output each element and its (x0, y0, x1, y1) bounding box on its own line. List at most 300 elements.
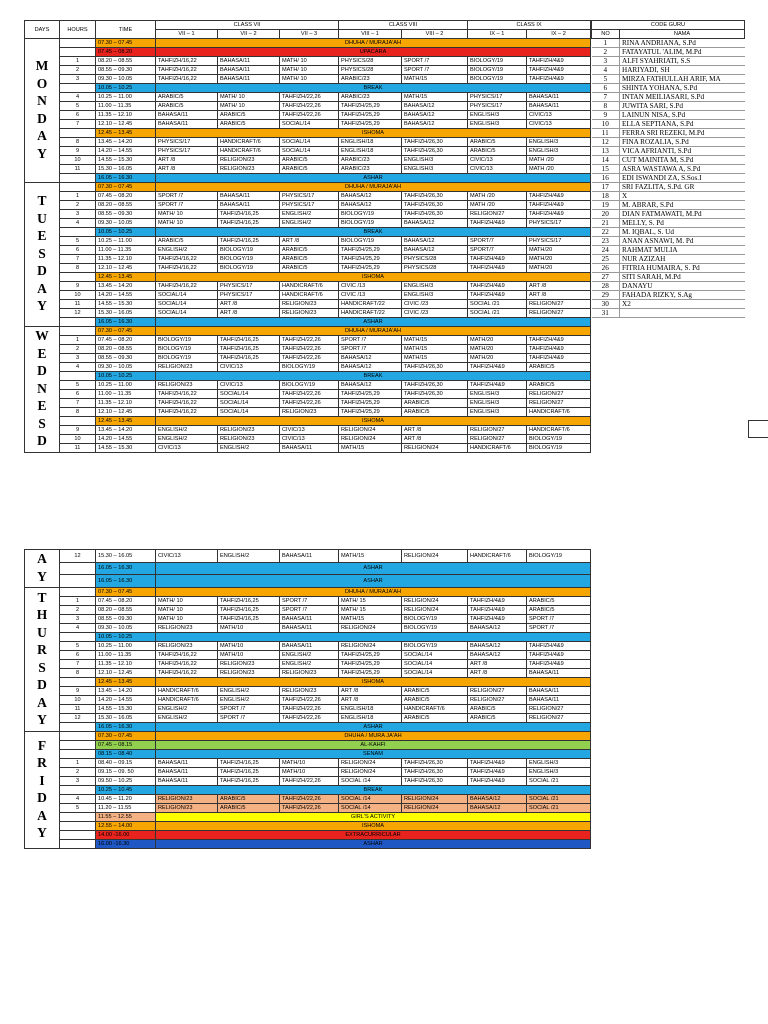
teacher-number: 4 (592, 66, 620, 75)
time-cell: 13.45 – 14.20 (96, 687, 156, 696)
class-row (25, 309, 591, 318)
subject-cell: ENGLISH/2 (156, 246, 218, 255)
hour-cell: 8 (60, 138, 96, 147)
teacher-name: X2 (620, 300, 745, 309)
teacher-number: 10 (592, 120, 620, 129)
code-guru-row (592, 120, 745, 129)
subject-cell: ARABIC/5 (468, 147, 527, 156)
hour-cell (60, 633, 96, 642)
subject-cell: BAHASA/11 (218, 201, 280, 210)
teacher-number: 28 (592, 282, 620, 291)
day-letter: Y (37, 145, 47, 161)
hour-cell: 5 (60, 102, 96, 111)
subject-cell: TAHFIZH/4&9 (468, 282, 527, 291)
subject-cell: TAHFIZH/4&9 (527, 75, 591, 84)
teacher-name: FATAYATUL 'ALIM, M.Pd (620, 48, 745, 57)
hour-cell (60, 129, 96, 138)
time-cell: 10.05 – 10.25 (96, 84, 156, 93)
hour-cell: 5 (60, 804, 96, 813)
teacher-number: 12 (592, 138, 620, 147)
subject-cell: MATH/10 (218, 651, 280, 660)
subject-cell: TAHFIZH/22,26 (280, 705, 339, 714)
subject-cell: RELIGION/24 (339, 426, 402, 435)
hour-cell: 8 (60, 264, 96, 273)
time-cell: 15.30 – 16.05 (96, 165, 156, 174)
subject-cell: TAHFIZH/26,30 (402, 759, 468, 768)
time-cell: 07.45 – 08.20 (96, 192, 156, 201)
class-row (25, 444, 591, 453)
hour-cell: 1 (60, 597, 96, 606)
subject-cell: MATH/ 10 (218, 102, 280, 111)
day-letter: Y (37, 712, 47, 727)
time-cell: 14.20 – 14.55 (96, 435, 156, 444)
subject-cell: RELIGION/27 (468, 210, 527, 219)
time-cell: 14.55 – 15.30 (96, 444, 156, 453)
subject-cell: TAHFIZH/22,26 (280, 390, 339, 399)
hour-cell (60, 372, 96, 381)
subject-cell: SOCIAL/14 (280, 120, 339, 129)
teacher-name: SRI FAZLITA, S.Pd. GR (620, 183, 745, 192)
break-band: ASHAR (156, 840, 591, 849)
subject-cell: CIVIC/13 (280, 435, 339, 444)
code-guru-row (592, 273, 745, 282)
class-row (25, 804, 591, 813)
subject-cell: TAHFIZH/16,25 (218, 210, 280, 219)
teacher-name: FERRA SRI REZEKI, M.Pd (620, 129, 745, 138)
subject-cell: ART /8 (218, 309, 280, 318)
teacher-number: 20 (592, 210, 620, 219)
subject-cell: BIOLOGY/19 (280, 381, 339, 390)
time-cell: 08.15 – 08.40 (96, 750, 156, 759)
subject-cell: PHYSICS/17 (527, 237, 591, 246)
band-row (25, 575, 591, 588)
class-row (25, 264, 591, 273)
subject-cell: ENGLISH/3 (527, 759, 591, 768)
subject-cell: TAHFIZH/22,26 (280, 399, 339, 408)
teacher-name: M. IQBAL, S. Ud (620, 228, 745, 237)
subject-cell: TAHFIZH/16,25 (218, 597, 280, 606)
hour-cell: 6 (60, 651, 96, 660)
teacher-name: M. ABRAR, S.Pd (620, 201, 745, 210)
class-row (25, 246, 591, 255)
time-cell: 07.30 – 07.45 (96, 732, 156, 741)
code-guru-row (592, 111, 745, 120)
subject-cell: MATH/15 (402, 93, 468, 102)
class-row (25, 669, 591, 678)
hour-cell: 7 (60, 255, 96, 264)
subject-cell: ENGLISH/3 (527, 768, 591, 777)
subject-cell: TAHFIZH/22,26 (280, 354, 339, 363)
subject-cell: ART /8 (156, 165, 218, 174)
subject-cell: RELIGION/27 (527, 399, 591, 408)
time-cell: 16.05 – 16.30 (96, 575, 156, 588)
hour-cell: 3 (60, 777, 96, 786)
subject-cell: ENGLISH/18 (339, 705, 402, 714)
subject-cell: TAHFIZH/16,25 (218, 768, 280, 777)
subject-cell: BAHASA/12 (402, 111, 468, 120)
class-row (25, 219, 591, 228)
subject-cell: TAHFIZH/4&9 (468, 291, 527, 300)
time-cell: 12.45 – 13.45 (96, 678, 156, 687)
class-row (25, 102, 591, 111)
subject-cell: ENGLISH/3 (402, 282, 468, 291)
subject-cell: SPORT /7 (156, 192, 218, 201)
subject-cell: ENGLISH/2 (280, 651, 339, 660)
hour-cell: 5 (60, 237, 96, 246)
subject-cell: TAHFIZH/16,22 (156, 75, 218, 84)
class-row (25, 201, 591, 210)
subject-cell: RELIGION/23 (280, 408, 339, 417)
subject-cell: RELIGION/23 (218, 156, 280, 165)
break-band: UPACARA (156, 48, 591, 57)
subject-cell: MATH/20 (468, 336, 527, 345)
hour-cell: 10 (60, 291, 96, 300)
time-cell: 09.30 – 10.05 (96, 624, 156, 633)
subject-cell: TAHFIZH/26,30 (402, 768, 468, 777)
teacher-name: FINA ROZALIA, S.Pd (620, 138, 745, 147)
hour-cell: 9 (60, 147, 96, 156)
time-cell: 14.55 – 15.30 (96, 300, 156, 309)
subject-cell: ARABIC/5 (156, 237, 218, 246)
band-row (25, 786, 591, 795)
band-row (25, 678, 591, 687)
band-row (25, 750, 591, 759)
subject-cell: TAHFIZH/25,29 (339, 246, 402, 255)
teacher-name: ASRA WASTAWA A, S.Pd (620, 165, 745, 174)
subject-cell: TAHFIZH/16,25 (218, 354, 280, 363)
subject-cell: BAHASA/12 (468, 624, 527, 633)
day-letter: U (37, 210, 47, 226)
hour-cell (60, 741, 96, 750)
subject-cell: SPORT /7 (218, 705, 280, 714)
teacher-name: HARIYADI, SH (620, 66, 745, 75)
class-row (25, 615, 591, 624)
hour-cell (60, 732, 96, 741)
band-row (25, 84, 591, 93)
subject-cell: BAHASA/12 (339, 201, 402, 210)
subject-cell: RELIGION/23 (218, 435, 280, 444)
subject-cell: TAHFIZH/25,29 (339, 264, 402, 273)
break-band: DHUHA / MURA JA'AH (156, 732, 591, 741)
teacher-name: MELLY, S. Pd (620, 219, 745, 228)
subject-cell: PHYSICS/28 (402, 264, 468, 273)
subject-cell: MATH/20 (527, 255, 591, 264)
subject-cell: TAHFIZH/4&9 (527, 642, 591, 651)
time-cell: 15.30 – 16.05 (96, 550, 156, 563)
subject-cell: BIOLOGY/19 (468, 57, 527, 66)
hour-cell (60, 831, 96, 840)
subject-cell: RELIGION/23 (156, 363, 218, 372)
subject-cell: SOCIAL/14 (402, 651, 468, 660)
hour-cell: 10 (60, 435, 96, 444)
subject-cell: HANDICRAFT/22 (339, 300, 402, 309)
time-cell: 10.25 – 11.00 (96, 642, 156, 651)
subject-cell: CIVIC/13 (218, 363, 280, 372)
class-row (25, 381, 591, 390)
subject-cell: SOCIAL/14 (402, 660, 468, 669)
time-cell: 08.40 – 09.15 (96, 759, 156, 768)
time-cell: 16.00 -16.30 (96, 840, 156, 849)
subject-cell: BIOLOGY/19 (339, 219, 402, 228)
hour-cell: 6 (60, 246, 96, 255)
teacher-number: 27 (592, 273, 620, 282)
subject-cell: PHYSICS/28 (339, 57, 402, 66)
subject-cell: TAHFIZH/22,26 (280, 714, 339, 723)
hour-cell: 10 (60, 696, 96, 705)
subject-cell: SOCIAL/14 (156, 300, 218, 309)
subject-cell: SPORT /7 (339, 345, 402, 354)
subject-cell: BIOLOGY/19 (218, 264, 280, 273)
day-letter: S (38, 245, 46, 261)
class-row (25, 399, 591, 408)
time-cell: 10.05 – 10.25 (96, 633, 156, 642)
subject-cell: BAHASA/11 (218, 192, 280, 201)
subject-cell: BAHASA/11 (280, 642, 339, 651)
code-guru-header-row (592, 30, 745, 39)
subject-cell: MATH/ 10 (218, 93, 280, 102)
subject-cell: TAHFIZH/4&9 (468, 597, 527, 606)
band-row (25, 813, 591, 822)
subject-cell: BAHASA/12 (402, 102, 468, 111)
subject-cell: ARABIC/5 (156, 93, 218, 102)
subject-cell: BIOLOGY/19 (402, 642, 468, 651)
subject-cell: ENGLISH/3 (468, 111, 527, 120)
subject-cell: MATH/10 (218, 624, 280, 633)
subject-cell: ART /8 (339, 696, 402, 705)
subject-cell: TAHFIZH/16,22 (156, 390, 218, 399)
time-cell: 10.25 – 11.00 (96, 237, 156, 246)
teacher-name: DIAN FATMAWATI, M.Pd (620, 210, 745, 219)
day-letter: Y (37, 825, 47, 840)
subject-cell: TAHFIZH/25,29 (339, 390, 402, 399)
subject-cell: BAHASA/11 (156, 120, 218, 129)
time-cell: 11.00 – 11.35 (96, 390, 156, 399)
subject-cell: MATH/ 15 (339, 597, 402, 606)
teacher-number: 19 (592, 201, 620, 210)
teacher-name: VICA AFRIANTI, S.Pd (620, 147, 745, 156)
subject-cell: ART /8 (468, 669, 527, 678)
hour-cell: 4 (60, 219, 96, 228)
subject-cell: TAHFIZH/26,30 (402, 210, 468, 219)
band-row (25, 831, 591, 840)
time-cell: 07.45 – 08.20 (96, 597, 156, 606)
subject-cell: RELIGION/23 (156, 795, 218, 804)
hour-cell: 12 (60, 714, 96, 723)
subject-cell: BAHASA/11 (218, 57, 280, 66)
subject-cell: BIOLOGY/19 (280, 363, 339, 372)
break-band: AL-KAHFI (156, 741, 591, 750)
subject-cell: ENGLISH/3 (468, 120, 527, 129)
hour-cell: 2 (60, 345, 96, 354)
subject-cell: RELIGION/24 (339, 768, 402, 777)
class-row (25, 165, 591, 174)
subject-cell: TAHFIZH/25,29 (339, 669, 402, 678)
subject-cell: BAHASA/11 (156, 111, 218, 120)
subject-cell: MATH /20 (468, 192, 527, 201)
subject-cell: TAHFIZH/16,22 (156, 57, 218, 66)
time-cell: 07.30 – 07.45 (96, 183, 156, 192)
subject-cell: BIOLOGY/19 (156, 354, 218, 363)
hour-cell (60, 48, 96, 57)
subject-cell: TAHFIZH/25,29 (339, 399, 402, 408)
subject-cell: TAHFIZH/26,30 (402, 201, 468, 210)
subject-cell: ENGLISH/18 (339, 147, 402, 156)
hour-cell (60, 562, 96, 575)
subject-cell: TAHFIZH/4&9 (468, 255, 527, 264)
subject-cell: ARABIC/5 (218, 111, 280, 120)
header-class-viii: CLASS VIII (339, 21, 468, 30)
subject-cell: SOCIAL /14 (339, 795, 402, 804)
subject-cell: BIOLOGY/19 (402, 624, 468, 633)
subject-cell: HANDICRAFT/6 (218, 147, 280, 156)
subject-cell: ARABIC/5 (402, 399, 468, 408)
subject-cell: BIOLOGY/19 (156, 336, 218, 345)
subject-cell: ENGLISH/3 (527, 147, 591, 156)
time-cell: 10.25 – 10.45 (96, 786, 156, 795)
subject-cell: CIVIC/13 (468, 156, 527, 165)
band-row (25, 723, 591, 732)
subject-cell: RELIGION/24 (339, 624, 402, 633)
class-row (25, 210, 591, 219)
subject-cell: ARABIC/5 (402, 696, 468, 705)
subject-cell: SOCIAL/14 (402, 669, 468, 678)
teacher-number: 2 (592, 48, 620, 57)
subject-cell: MATH/15 (339, 615, 402, 624)
day-label (25, 550, 60, 588)
time-cell: 12.45 – 13.45 (96, 129, 156, 138)
day-label (25, 588, 60, 732)
subject-cell: MATH/15 (339, 444, 402, 453)
subject-cell: ENGLISH/2 (156, 426, 218, 435)
time-cell: 16.05 – 16.30 (96, 723, 156, 732)
class-row (25, 651, 591, 660)
header-class-vii: CLASS VII (156, 21, 339, 30)
subject-cell: SOCIAL /14 (339, 804, 402, 813)
subject-cell: CIVIC/13 (527, 111, 591, 120)
subject-cell: MATH/15 (402, 354, 468, 363)
class-row (25, 345, 591, 354)
subject-cell: TAHFIZH/25,29 (339, 111, 402, 120)
subject-cell: ARABIC/5 (218, 120, 280, 129)
subject-cell: RELIGION/23 (218, 165, 280, 174)
teacher-name: FAHADA RIZKY, S.Ag (620, 291, 745, 300)
teacher-name: MIRZA FATHULLAH ARIF, MA (620, 75, 745, 84)
subject-cell: TAHFIZH/16,22 (156, 651, 218, 660)
band-row (25, 562, 591, 575)
subject-cell: RELIGION/23 (280, 669, 339, 678)
subject-cell: TAHFIZH/22,26 (280, 102, 339, 111)
header-subclass: VIII – 2 (402, 30, 468, 39)
subject-cell: TAHFIZH/16,25 (218, 615, 280, 624)
day-letter: A (37, 280, 47, 296)
day-letter: A (37, 807, 47, 823)
band-row (25, 840, 591, 849)
break-band: ASHAR (156, 575, 591, 588)
time-cell: 11.00 – 11.35 (96, 246, 156, 255)
subject-cell: RELIGION/23 (156, 804, 218, 813)
time-cell: 08.55 – 09.30 (96, 354, 156, 363)
time-cell: 09.30 – 10.05 (96, 363, 156, 372)
subject-cell: RELIGION/23 (156, 624, 218, 633)
header-subclass: VII – 3 (280, 30, 339, 39)
hour-cell (60, 39, 96, 48)
hour-cell: 7 (60, 399, 96, 408)
subject-cell: TAHFIZH/16,22 (156, 408, 218, 417)
teacher-name: ANAN ASNAWI, M. Pd (620, 237, 745, 246)
subject-cell: RELIGION/23 (280, 309, 339, 318)
subject-cell: MATH/ 10 (280, 75, 339, 84)
time-cell: 12.45 – 13.45 (96, 417, 156, 426)
time-cell: 07.30 – 07.45 (96, 588, 156, 597)
subject-cell: TAHFIZH/4&9 (527, 192, 591, 201)
break-band: ISHOMA (156, 822, 591, 831)
subject-cell: RELIGION/23 (156, 642, 218, 651)
subject-cell: TAHFIZH/22,26 (280, 795, 339, 804)
code-guru-row (592, 237, 745, 246)
subject-cell: TAHFIZH/16,22 (156, 282, 218, 291)
teacher-number: 23 (592, 237, 620, 246)
class-row (25, 660, 591, 669)
subject-cell: RELIGION/24 (402, 606, 468, 615)
day-letter: T (37, 193, 47, 209)
time-cell: 16.05 – 16.30 (96, 318, 156, 327)
hour-cell: 4 (60, 795, 96, 804)
time-cell: 07.45 – 08.20 (96, 336, 156, 345)
subject-cell: SPORT /7 (280, 597, 339, 606)
class-row (25, 147, 591, 156)
subject-cell: CIVIC /13 (339, 282, 402, 291)
code-guru-row (592, 210, 745, 219)
code-guru-row (592, 66, 745, 75)
subject-cell: TAHFIZH/16,22 (156, 669, 218, 678)
header-subclass: VIII – 1 (339, 30, 402, 39)
class-row (25, 390, 591, 399)
subject-cell: MATH/10 (280, 768, 339, 777)
subject-cell: BIOLOGY/19 (218, 255, 280, 264)
teacher-number: 6 (592, 84, 620, 93)
hour-cell: 7 (60, 120, 96, 129)
subject-cell: ART /8 (468, 660, 527, 669)
break-band: BREAK (156, 786, 591, 795)
header-hours: HOURS (60, 21, 96, 39)
code-guru-row (592, 165, 745, 174)
header-class-ix: CLASS IX (468, 21, 591, 30)
subject-cell: RELIGION/23 (218, 669, 280, 678)
code-guru-row (592, 264, 745, 273)
day-letter: N (37, 93, 47, 108)
day-letter: D (37, 677, 47, 692)
subject-cell: RELIGION/27 (527, 300, 591, 309)
subject-cell: HANDICRAFT/6 (280, 282, 339, 291)
day-letter: R (37, 642, 47, 657)
subject-cell: ARABIC/23 (339, 165, 402, 174)
day-letter: E (37, 228, 47, 244)
class-row (25, 300, 591, 309)
subject-cell: RELIGION/24 (402, 804, 468, 813)
teacher-number: 1 (592, 39, 620, 48)
class-row (25, 57, 591, 66)
subject-cell: TAHFIZH/16,25 (218, 219, 280, 228)
subject-cell: TAHFIZH/26,30 (402, 138, 468, 147)
subject-cell: HANDICRAFT/6 (156, 687, 218, 696)
break-band: BREAK (156, 84, 591, 93)
time-cell: 11.55 – 12.55 (96, 813, 156, 822)
hour-cell: 9 (60, 282, 96, 291)
break-band: ISHOMA (156, 273, 591, 282)
subject-cell: PHYSICS/17 (527, 219, 591, 228)
subject-cell: RELIGION/27 (527, 309, 591, 318)
subject-cell: ARABIC/5 (218, 804, 280, 813)
